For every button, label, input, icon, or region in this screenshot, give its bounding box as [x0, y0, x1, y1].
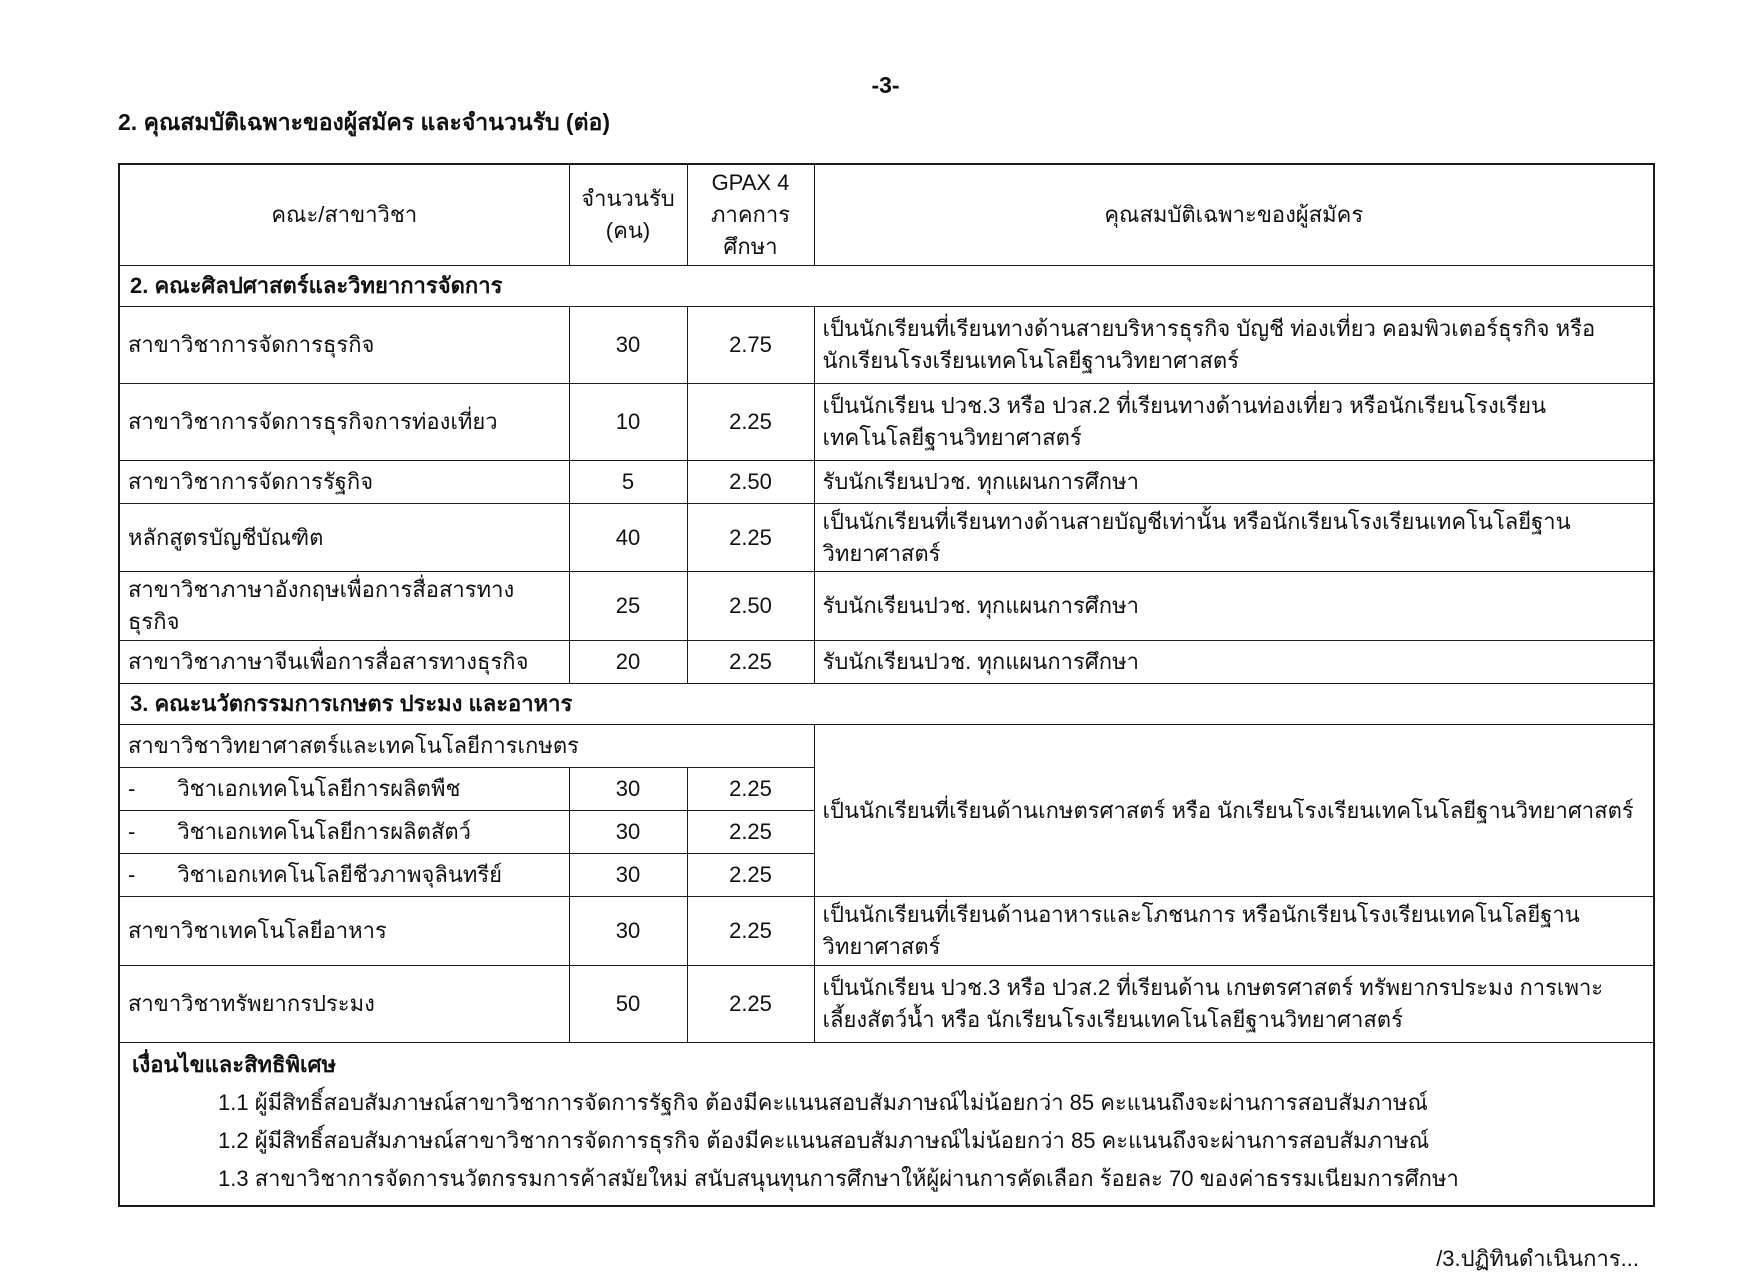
bullet-dash: - [128, 862, 136, 888]
conditions-title: เงื่อนไขและสิทธิพิเศษ [132, 1052, 336, 1078]
section-title: 2. คณะศิลปศาสตร์และวิทยาการจัดการ [119, 265, 1654, 306]
program-name: สาขาวิชาการจัดการรัฐกิจ [119, 460, 569, 503]
major-name [119, 811, 569, 854]
admission-table [118, 163, 1655, 1207]
gpax-value: 2.25 [687, 383, 814, 460]
column-header-gpax-line1: GPAX 4 [711, 170, 790, 195]
seats-value: 30 [569, 897, 687, 966]
column-header-seats-line1: จำนวนรับ [581, 185, 675, 211]
program-name: สาขาวิชาการจัดการธุรกิจการท่องเที่ยว [119, 383, 569, 460]
major-name [119, 854, 569, 897]
seats-value: 30 [569, 768, 687, 811]
column-header-seats [569, 164, 687, 265]
qualification-text: เป็นนักเรียนที่เรียนทางด้านสายบริหารธุรกิจ บัญชี ท่องเที่ยว คอมพิวเตอร์ธุรกิจ หรือนักเรียนโรงเรียนเทคโนโลยีฐานวิทยาศาสตร์ [814, 306, 1654, 383]
gpax-value: 2.50 [687, 460, 814, 503]
condition-item-1: 1.1 ผู้มีสิทธิ์สอบสัมภาษณ์สาขาวิชาการจัดการรัฐกิจ ต้องมีคะแนนสอบสัมภาษณ์ไม่น้อยกว่า 85 คะแนนถึงจะผ่านการสอบสัมภาษณ์ [218, 1089, 1428, 1115]
seats-value: 50 [569, 966, 687, 1043]
column-header-qualification: คุณสมบัติเฉพาะของผู้สมัคร [814, 164, 1654, 265]
table-row [119, 572, 1654, 641]
qualification-text: เป็นนักเรียนที่เรียนด้านอาหารและโภชนการ หรือนักเรียนโรงเรียนเทคโนโลยีฐานวิทยาศาสตร์ [814, 897, 1654, 966]
gpax-value: 2.25 [687, 897, 814, 966]
table-row [119, 503, 1654, 572]
table-row [119, 460, 1654, 503]
section-title: 3. คณะนวัตกรรมการเกษตร ประมง และอาหาร [119, 684, 1654, 725]
program-name: สาขาวิชาภาษาจีนเพื่อการสื่อสารทางธุรกิจ [119, 641, 569, 684]
major-name [119, 768, 569, 811]
table-header-row [119, 164, 1654, 265]
program-name: สาขาวิชาการจัดการธุรกิจ [119, 306, 569, 383]
gpax-value: 2.25 [687, 854, 814, 897]
seats-value: 10 [569, 383, 687, 460]
column-header-seats-line2: (คน) [605, 217, 651, 243]
major-label: วิชาเอกเทคโนโลยีชีวภาพจุลินทรีย์ [177, 862, 503, 888]
table-row [119, 966, 1654, 1043]
qualification-text: รับนักเรียนปวช. ทุกแผนการศึกษา [814, 460, 1654, 503]
qualification-text: เป็นนักเรียน ปวช.3 หรือ ปวส.2 ที่เรียนทางด้านท่องเที่ยว หรือนักเรียนโรงเรียนเทคโนโลยีฐานวิทยาศาสตร์ [814, 383, 1654, 460]
column-header-gpax-line2: ภาคการศึกษา [710, 201, 791, 259]
conditions-row [119, 1043, 1654, 1207]
gpax-value: 2.25 [687, 966, 814, 1043]
table-row [119, 897, 1654, 966]
seats-value: 25 [569, 572, 687, 641]
seats-value: 5 [569, 460, 687, 503]
gpax-value: 2.25 [687, 811, 814, 854]
qualification-text: รับนักเรียนปวช. ทุกแผนการศึกษา [814, 572, 1654, 641]
qualification-text: รับนักเรียนปวช. ทุกแผนการศึกษา [814, 641, 1654, 684]
conditions-cell [119, 1043, 1654, 1207]
gpax-value: 2.25 [687, 503, 814, 572]
condition-item-2: 1.2 ผู้มีสิทธิ์สอบสัมภาษณ์สาขาวิชาการจัดการธุรกิจ ต้องมีคะแนนสอบสัมภาษณ์ไม่น้อยกว่า 85 คะแนนถึงจะผ่านการสอบสัมภาษณ์ [218, 1127, 1430, 1153]
program-name: สาขาวิชาเทคโนโลยีอาหาร [119, 897, 569, 966]
qualification-text: เป็นนักเรียนที่เรียนทางด้านสายบัญชีเท่านั้น หรือนักเรียนโรงเรียนเทคโนโลยีฐานวิทยาศาสตร์ [814, 503, 1654, 572]
column-header-gpax [687, 164, 814, 265]
program-name: สาขาวิชาทรัพยากรประมง [119, 966, 569, 1043]
seats-value: 30 [569, 854, 687, 897]
table-row [119, 306, 1654, 383]
qualification-text: เป็นนักเรียนที่เรียนด้านเกษตรศาสตร์ หรือ นักเรียนโรงเรียนเทคโนโลยีฐานวิทยาศาสตร์ [814, 725, 1654, 897]
program-name: หลักสูตรบัญชีบัณฑิต [119, 503, 569, 572]
section-heading: 2. คุณสมบัติเฉพาะของผู้สมัคร และจำนวนรับ (ต่อ) [118, 109, 610, 135]
page-continuation-note: /3.ปฏิทินดำเนินการ... [1436, 1246, 1639, 1272]
seats-value: 40 [569, 503, 687, 572]
program-name: สาขาวิชาภาษาอังกฤษเพื่อการสื่อสารทางธุรกิจ [119, 572, 569, 641]
table-row-group [119, 725, 1654, 768]
table-row [119, 383, 1654, 460]
bullet-dash: - [128, 776, 136, 802]
gpax-value: 2.50 [687, 572, 814, 641]
gpax-value: 2.25 [687, 641, 814, 684]
bullet-dash: - [128, 819, 136, 845]
program-name: สาขาวิชาวิทยาศาสตร์และเทคโนโลยีการเกษตร [119, 725, 814, 768]
table-row [119, 641, 1654, 684]
seats-value: 20 [569, 641, 687, 684]
column-header-program: คณะ/สาขาวิชา [119, 164, 569, 265]
section-row-agri-innovation [119, 684, 1654, 725]
seats-value: 30 [569, 811, 687, 854]
major-label: วิชาเอกเทคโนโลยีการผลิตสัตว์ [177, 819, 472, 845]
page-number: -3- [871, 72, 900, 98]
major-label: วิชาเอกเทคโนโลยีการผลิตพืช [177, 776, 461, 802]
section-row-arts-management [119, 265, 1654, 306]
gpax-value: 2.25 [687, 768, 814, 811]
seats-value: 30 [569, 306, 687, 383]
gpax-value: 2.75 [687, 306, 814, 383]
condition-item-3: 1.3 สาขาวิชาการจัดการนวัตกรรมการค้าสมัยใหม่ สนับสนุนทุนการศึกษาให้ผู้ผ่านการคัดเลือก ร้อยละ 70 ของค่าธรรมเนียมการศึกษา [218, 1165, 1459, 1191]
qualification-text: เป็นนักเรียน ปวช.3 หรือ ปวส.2 ที่เรียนด้าน เกษตรศาสตร์ ทรัพยากรประมง การเพาะเลี้ยงสัตว์น้ำ หรือ นักเรียนโรงเรียนเทคโนโลยีฐานวิทยาศาสตร์ [814, 966, 1654, 1043]
